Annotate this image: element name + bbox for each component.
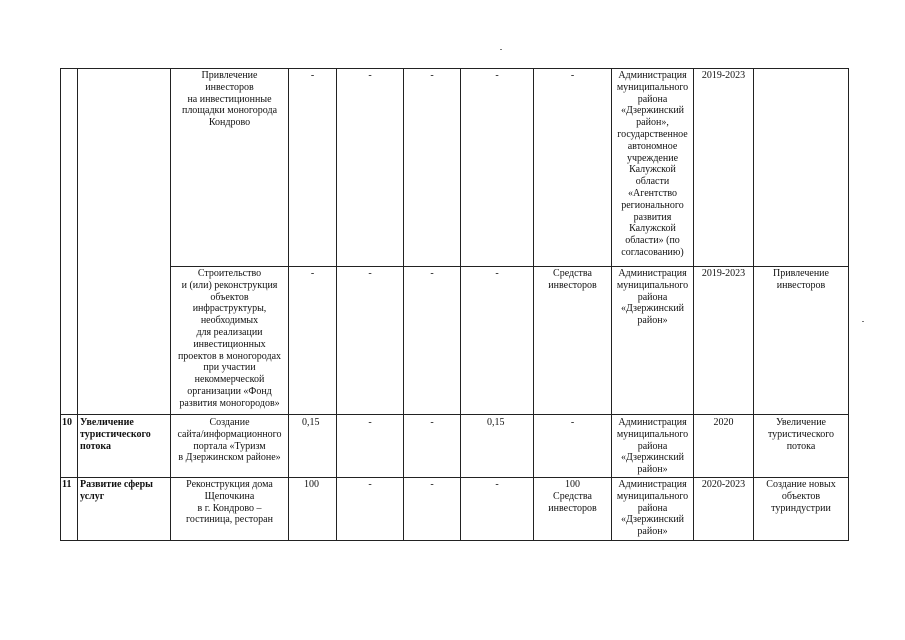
table-cell-value: - [570, 417, 575, 428]
table-cell-value: 100 [304, 479, 319, 490]
table-cell-value: 0,15 [487, 417, 505, 428]
table-cell-period: 2019-2023 [701, 268, 746, 279]
table-cell-result: Создание новых объектов туриндустрии [766, 479, 836, 514]
table-cell-period: 2020-2023 [701, 479, 746, 490]
table-cell-value: - [495, 479, 499, 490]
table-cell-event: Создание сайта/информационного портала «Туризм в Дзержинском районе» [177, 417, 282, 464]
row-number: 11 [62, 479, 72, 490]
table-cell-value: - [368, 417, 372, 428]
table-cell-event: Реконструкция дома Щепочкина в г. Кондрово – гостиница, ресторан [186, 479, 273, 526]
table-cell-value: - [430, 417, 434, 428]
table-cell-value: - [570, 70, 575, 81]
table-cell-measure: Развитие сферы услуг [80, 479, 153, 502]
table-cell-result: Увеличение туристического потока [767, 417, 835, 452]
table-cell-value: - [430, 70, 434, 81]
table-cell-value: - [495, 70, 499, 81]
table-cell-executor: Администрация муниципального района «Дзержинский район» [616, 417, 689, 476]
table-cell-value: - [495, 268, 499, 279]
table-cell-value: - [430, 268, 434, 279]
table-cell-period: 2020 [713, 417, 734, 428]
table-cell-event: Строительство и (или) реконструкция объектов инфраструктуры, необходимых для реализации инвестиционных проектов в моногородах при участии некоммерческой организации «Фонд развития моногородов» [177, 268, 282, 409]
table-cell-value: 100 Средства инвесторов [548, 479, 597, 514]
table-cell-value: - [368, 70, 372, 81]
table-cell-period: 2019-2023 [701, 70, 746, 81]
table-cell-executor: Администрация муниципального района «Дзержинский район», государственное автономное учреждение Калужской области «Агентство регионального развития Калужской области» (по согласованию) [616, 70, 689, 258]
scan-speck [500, 49, 502, 50]
table-cell-value: - [310, 268, 315, 279]
table-cell-result: Привлечение инвесторов [773, 268, 829, 291]
table-cell-value: Средства инвесторов [548, 268, 597, 291]
table-cell-value: - [430, 479, 434, 490]
table-cell-executor: Администрация муниципального района «Дзержинский район» [616, 479, 689, 538]
row-number: 10 [62, 417, 72, 428]
table-cell-value: 0,15 [302, 417, 320, 428]
table-cell-value: - [310, 70, 315, 81]
table-cell-event: Привлечение инвесторов на инвестиционные площадки моногорода Кондрово [181, 70, 278, 129]
table-cell-value: - [368, 268, 372, 279]
table-cell-executor: Администрация муниципального района «Дзержинский район» [616, 268, 689, 327]
scan-speck [862, 321, 864, 322]
table-cell-value: - [368, 479, 372, 490]
table-cell-measure: Увеличение туристического потока [80, 417, 151, 452]
